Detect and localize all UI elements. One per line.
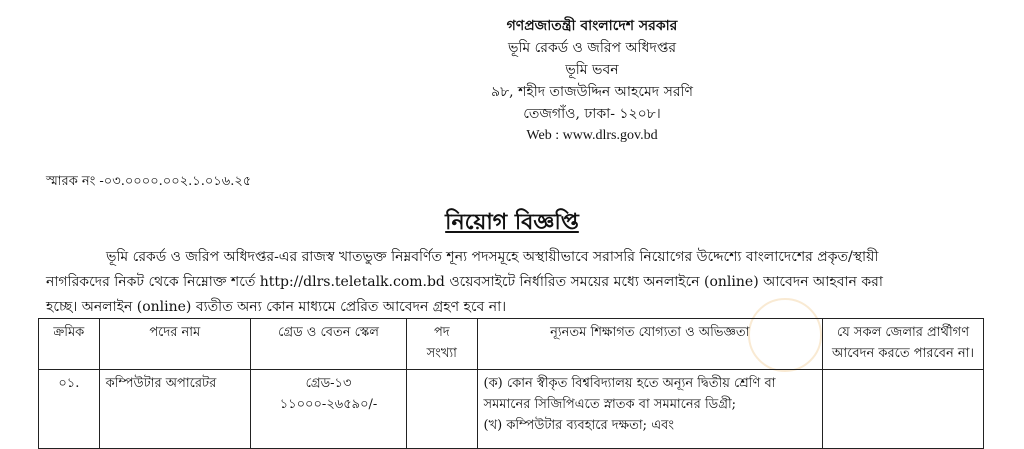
row-qual-a: (ক) কোন স্বীকৃত বিশ্ববিদ্যালয় হতে অন্যূন দ্বিতীয় শ্রেণি বা সমমানের সিজিপিএতে স্নাতক বা সমমানের ডিগ্রী; xyxy=(483,376,776,412)
department-name: ভূমি রেকর্ড ও জরিপ অধিদপ্তর xyxy=(507,40,677,56)
row-qualification xyxy=(477,370,823,449)
paragraph-line-1: ভূমি রেকর্ড ও জরিপ অধিদপ্তর-এর রাজস্ব খাতভুক্ত নিম্নবর্ণিত শূন্য পদসমূহে অস্থায়ীভাবে সরাসরি নিয়োগের উদ্দেশ্যে বাংলাদেশের প্রকৃত/স্থায়ী xyxy=(106,249,879,265)
header-qualification: ন্যূনতম শিক্ষাগত যোগ্যতা ও অভিজ্ঞতা xyxy=(477,319,823,370)
address-line-2: তেজগাঁও, ঢাকা- ১২০৮। xyxy=(523,106,661,122)
paragraph-line-3: হচ্ছে। অনলাইন (online) ব্যতীত অন্য কোন মাধ্যমে প্রেরিত আবেদন গ্রহণ হবে না। xyxy=(46,299,507,315)
government-name: গণপ্রজাতন্ত্রী বাংলাদেশ সরকার xyxy=(506,18,678,34)
memo-number: স্মারক নং -০৩.০০০০.০০২.১.০১৬.২৫ xyxy=(46,174,252,189)
vacancy-table xyxy=(38,318,984,449)
table-row xyxy=(39,370,984,449)
row-grade-line2: ১১০০০-২৬৫৯০/- xyxy=(279,397,378,412)
row-count xyxy=(407,370,477,449)
header-districts: যে সকল জেলার প্রার্থীগণ আবেদন করতে পারবেন না। xyxy=(823,319,984,370)
row-qual-b: (খ) কম্পিউটার ব্যবহারে দক্ষতা; এবং xyxy=(483,418,674,433)
header-count xyxy=(407,319,477,370)
header-serial: ক্রমিক xyxy=(39,319,100,370)
row-post: কম্পিউটার অপারেটর xyxy=(99,370,250,449)
website: Web : www.dlrs.gov.bd xyxy=(526,128,658,143)
row-districts xyxy=(823,370,984,449)
row-grade-line1: গ্রেড-১৩ xyxy=(305,376,352,391)
address-line-1: ৯৮, শহীদ তাজউদ্দিন আহমেদ সরণি xyxy=(491,84,693,100)
header-count-line1: পদ xyxy=(433,325,450,340)
header-count-line2: সংখ্যা xyxy=(426,346,457,361)
header-grade: গ্রেড ও বেতন স্কেল xyxy=(250,319,406,370)
row-serial: ০১. xyxy=(39,370,100,449)
page-title: নিয়োগ বিজ্ঞপ্তি xyxy=(445,209,579,235)
paragraph-line-2: নাগরিকদের নিকট থেকে নিম্নোক্ত শর্তে http://dlrs.teletalk.com.bd ওয়েবসাইটে নির্ধারিত সময়ের মধ্যে অনলাইনে (online) আবেদন আহবান করা xyxy=(46,274,883,290)
table-header-row xyxy=(39,319,984,370)
building-name: ভূমি ভবন xyxy=(565,62,619,78)
row-grade xyxy=(250,370,406,449)
header-post: পদের নাম xyxy=(99,319,250,370)
